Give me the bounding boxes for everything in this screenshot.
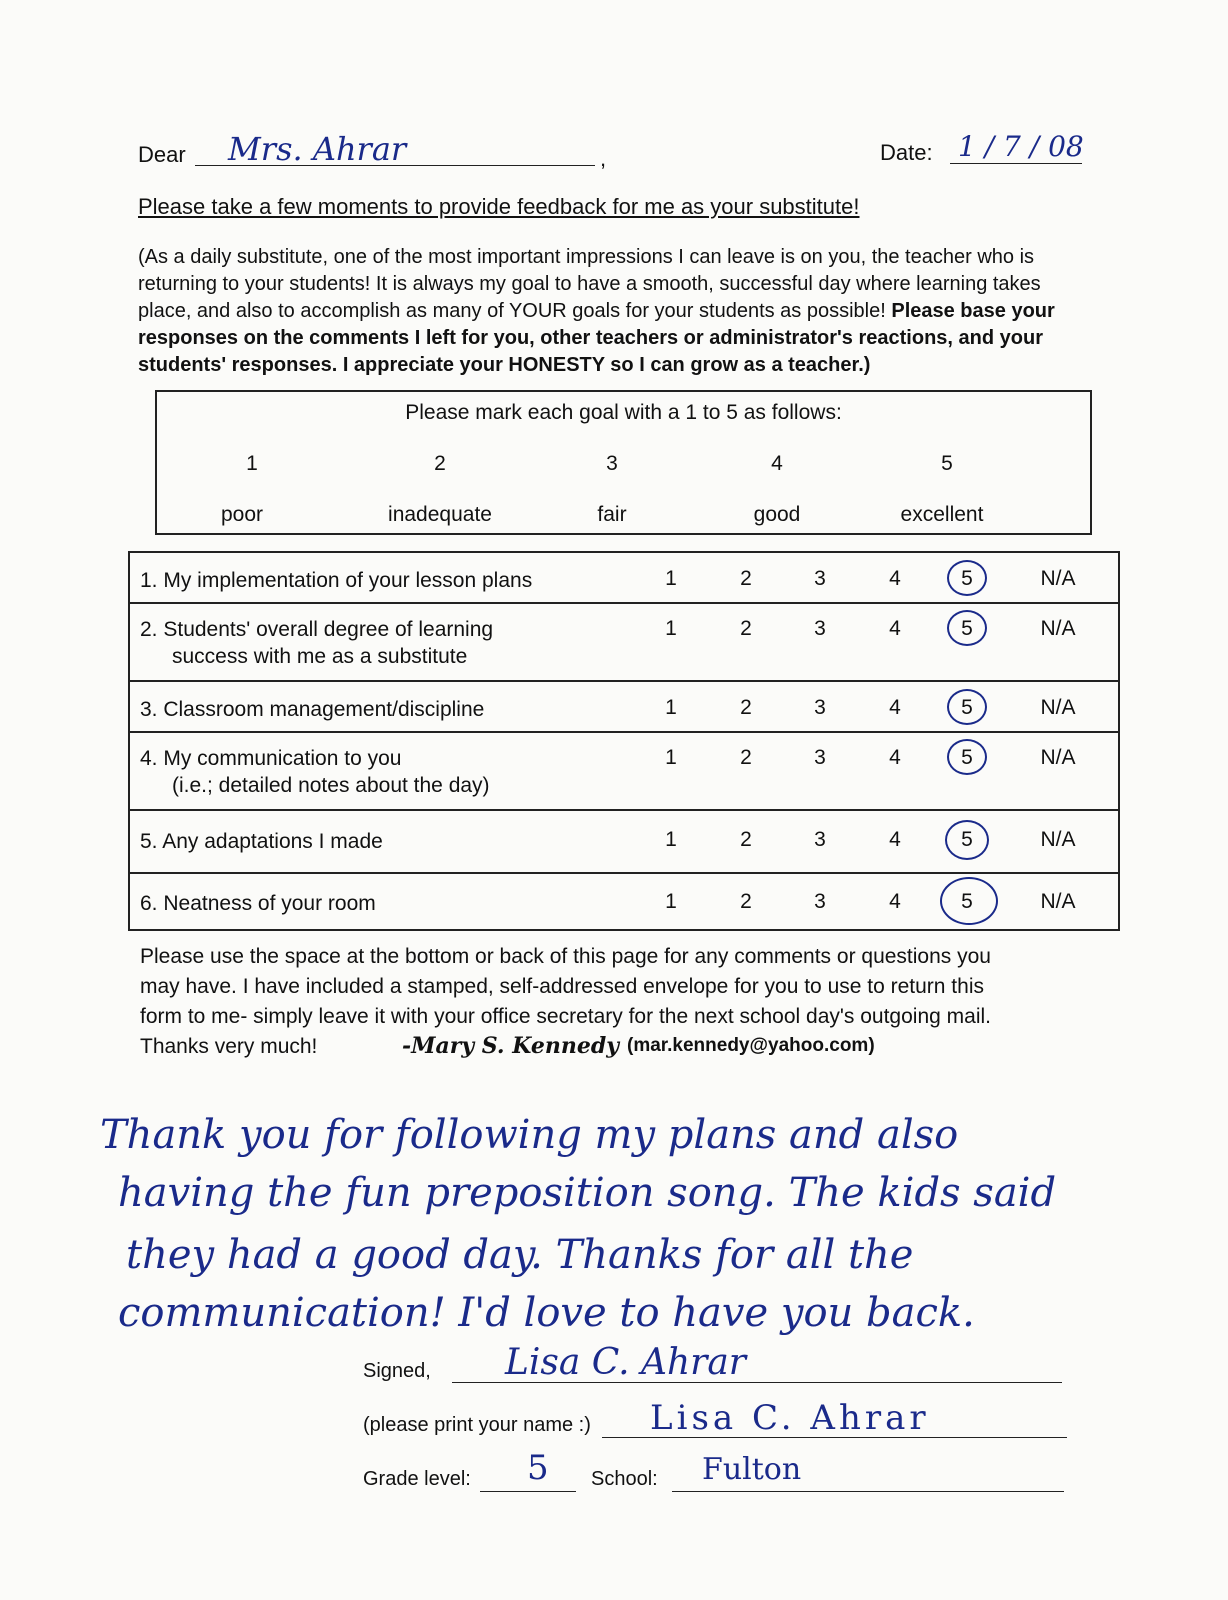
option-na[interactable]: N/A [1040, 696, 1076, 719]
goal-row-3 [130, 682, 1118, 733]
option-5[interactable]: 5 [961, 617, 973, 640]
author-signature: -Mary S. Kennedy [402, 1033, 619, 1059]
goal-text-line-1: 4. My communication to you [140, 747, 402, 770]
goal-text-line-2: (i.e.; detailed notes about the day) [172, 774, 490, 797]
intro-line-5-bold: students' responses. I appreciate your HONESTY so I can grow as a teacher. [138, 354, 864, 376]
goal-row-4 [130, 733, 1118, 811]
selected-circle [947, 560, 987, 596]
option-5[interactable]: 5 [961, 746, 973, 769]
selected-circle [945, 820, 989, 860]
option-5[interactable]: 5 [961, 567, 973, 590]
date-line [950, 163, 1082, 164]
goal-row-5 [130, 811, 1118, 874]
goal-text [140, 616, 493, 670]
option-1[interactable]: 1 [665, 696, 677, 719]
selected-circle [947, 610, 987, 646]
dear-value[interactable]: Mrs. Ahrar [228, 130, 407, 168]
grade-level-line [480, 1491, 576, 1492]
signed-label: Signed, [363, 1360, 431, 1382]
goal-row-6 [130, 874, 1118, 929]
comment-line-2[interactable]: having the fun preposition song. The kids said [118, 1170, 1057, 1216]
school-label: School: [591, 1468, 658, 1490]
option-3[interactable]: 3 [814, 696, 826, 719]
option-1[interactable]: 1 [665, 828, 677, 851]
closing-paragraph [140, 942, 1120, 1032]
scale-num-5: 5 [941, 452, 953, 475]
scale-label-fair: fair [597, 503, 627, 526]
option-na[interactable]: N/A [1040, 567, 1076, 590]
selected-circle [947, 739, 987, 775]
option-na[interactable]: N/A [1040, 746, 1076, 769]
option-4[interactable]: 4 [889, 617, 901, 640]
intro-line-4: responses on the comments I left for you, other teachers or administrator's reactions, and your [138, 327, 1043, 349]
goal-text-line-1: 2. Students' overall degree of learning [140, 618, 494, 641]
goal-text: 1. My implementation of your lesson plans [140, 569, 533, 592]
option-2[interactable]: 2 [740, 567, 752, 590]
goal-text: 5. Any adaptations I made [140, 830, 383, 853]
comment-line-1[interactable]: Thank you for following my plans and also [100, 1112, 959, 1158]
option-1[interactable]: 1 [665, 567, 677, 590]
closing-line-1: Please use the space at the bottom or back of this page for any comments or questions you [140, 945, 991, 968]
school-line [672, 1491, 1064, 1492]
goal-text: 3. Classroom management/discipline [140, 698, 485, 721]
print-name-label: (please print your name :) [363, 1414, 591, 1436]
comment-line-4[interactable]: communication! I'd love to have you back. [118, 1290, 975, 1336]
scale-num-3: 3 [606, 452, 618, 475]
print-name-value[interactable]: Lisa C. Ahrar [650, 1398, 930, 1438]
option-3[interactable]: 3 [814, 567, 826, 590]
option-na[interactable]: N/A [1040, 890, 1076, 913]
scale-num-4: 4 [771, 452, 783, 475]
scale-label-good: good [753, 503, 801, 526]
option-3[interactable]: 3 [814, 746, 826, 769]
option-3[interactable]: 3 [814, 828, 826, 851]
school-value[interactable]: Fulton [702, 1452, 802, 1487]
option-5[interactable]: 5 [961, 828, 973, 851]
option-2[interactable]: 2 [740, 746, 752, 769]
intro-line-3-bold: Please base your [891, 300, 1055, 322]
dear-label: Dear [138, 142, 186, 167]
goal-row-2 [130, 604, 1118, 682]
rating-scale-box [155, 390, 1092, 535]
signed-value[interactable]: Lisa C. Ahrar [505, 1342, 747, 1383]
option-4[interactable]: 4 [889, 746, 901, 769]
selected-circle [947, 689, 987, 725]
scale-label-excellent: excellent [900, 503, 984, 526]
comment-line-3[interactable]: they had a good day. Thanks for all the [126, 1232, 914, 1278]
scale-num-1: 1 [246, 452, 258, 475]
dear-comma: , [600, 146, 607, 171]
goals-table [128, 551, 1120, 931]
intro-line-3-normal: place, and also to accomplish as many of YOUR goals for your students as possible! [138, 300, 886, 322]
goal-row-1 [130, 553, 1118, 604]
option-2[interactable]: 2 [740, 828, 752, 851]
date-label: Date: [880, 140, 933, 165]
grade-level-label: Grade level: [363, 1468, 471, 1490]
option-4[interactable]: 4 [889, 567, 901, 590]
intro-line-1: (As a daily substitute, one of the most important impressions I can leave is on you, the teacher who is [138, 246, 1035, 268]
intro-paragraph [138, 244, 1098, 379]
option-na[interactable]: N/A [1040, 828, 1076, 851]
option-5[interactable]: 5 [961, 696, 973, 719]
form-heading: Please take a few moments to provide feedback for me as your substitute! [138, 194, 860, 219]
option-2[interactable]: 2 [740, 890, 752, 913]
selected-circle [940, 877, 998, 925]
date-value[interactable]: 1 / 7 / 08 [958, 130, 1084, 163]
option-4[interactable]: 4 [889, 828, 901, 851]
option-4[interactable]: 4 [889, 890, 901, 913]
scale-title: Please mark each goal with a 1 to 5 as follows: [405, 401, 842, 424]
option-3[interactable]: 3 [814, 890, 826, 913]
option-1[interactable]: 1 [665, 746, 677, 769]
goal-text [140, 745, 490, 799]
scale-label-poor: poor [220, 503, 264, 526]
closing-line-3: form to me- simply leave it with your office secretary for the next school day's outgoing mail. [140, 1005, 991, 1028]
grade-level-value[interactable]: 5 [527, 1448, 549, 1488]
goal-text-line-2: success with me as a substitute [172, 645, 468, 668]
intro-line-2: returning to your students! It is always my goal to have a smooth, successful day where learning takes [138, 273, 1041, 295]
intro-line-5-end: ) [863, 354, 871, 376]
thanks-text: Thanks very much! [140, 1035, 318, 1058]
scale-num-2: 2 [434, 452, 446, 475]
option-1[interactable]: 1 [665, 617, 677, 640]
option-1[interactable]: 1 [665, 890, 677, 913]
option-2[interactable]: 2 [740, 617, 752, 640]
option-4[interactable]: 4 [889, 696, 901, 719]
intro-line-3 [138, 298, 1098, 325]
option-3[interactable]: 3 [814, 617, 826, 640]
author-email: (mar.kennedy@yahoo.com) [627, 1035, 875, 1056]
intro-line-5 [138, 352, 1098, 379]
option-2[interactable]: 2 [740, 696, 752, 719]
scale-label-inadequate: inadequate [388, 503, 492, 526]
option-na[interactable]: N/A [1040, 617, 1076, 640]
option-5[interactable]: 5 [961, 890, 973, 913]
closing-line-2: may have. I have included a stamped, self-addressed envelope for you to use to return this [140, 975, 984, 998]
goal-text: 6. Neatness of your room [140, 892, 376, 915]
